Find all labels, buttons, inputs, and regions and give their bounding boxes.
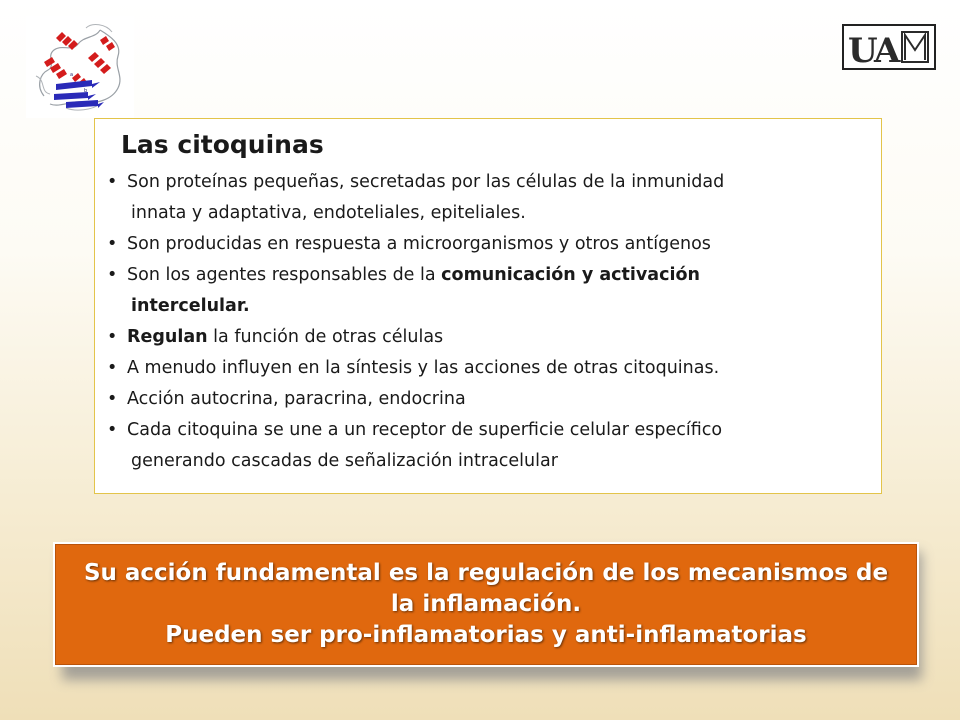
banner-line-2: la inflamación. bbox=[390, 591, 582, 617]
bullet-item bbox=[107, 384, 867, 415]
bullet-text-continuation: innata y adaptativa, endoteliales, epiteliales. bbox=[131, 203, 526, 223]
banner-line-1: Su acción fundamental es la regulación de los mecanismos de bbox=[83, 560, 889, 586]
bullet-text: la función de otras células bbox=[207, 327, 444, 347]
bullet-item bbox=[107, 260, 867, 322]
bullet-text-continuation: generando cascadas de señalización intracelular bbox=[131, 451, 558, 471]
protein-structure-icon bbox=[26, 16, 134, 118]
bullet-item bbox=[107, 229, 867, 260]
bullet-bold-text: comunicación y activación bbox=[441, 265, 700, 285]
bullet-item bbox=[107, 167, 867, 229]
bullet-text: Son producidas en respuesta a microorganismos y otros antígenos bbox=[127, 234, 711, 254]
svg-text:U: U bbox=[848, 31, 878, 68]
bullet-text: Son proteínas pequeñas, secretadas por las células de la inmunidad bbox=[127, 172, 725, 192]
banner-line-3: Pueden ser pro-inflamatorias y anti-inflamatorias bbox=[165, 622, 807, 648]
bullet-bold-continuation: intercelular. bbox=[131, 296, 250, 316]
summary-banner bbox=[53, 542, 919, 667]
bullet-item bbox=[107, 322, 867, 353]
bullet-text: Cada citoquina se une a un receptor de superficie celular específico bbox=[127, 420, 723, 440]
uam-logo bbox=[842, 24, 936, 70]
bullet-text: A menudo influyen en la síntesis y las acciones de otras citoquinas. bbox=[127, 358, 720, 378]
bullet-text: Son los agentes responsables de la bbox=[127, 265, 442, 285]
slide-title: Las citoquinas bbox=[121, 130, 324, 159]
svg-text:a: a bbox=[70, 72, 74, 78]
svg-text:A: A bbox=[874, 31, 901, 68]
bullet-list bbox=[107, 167, 867, 477]
bullet-item bbox=[107, 415, 867, 477]
svg-text:b: b bbox=[84, 88, 88, 94]
bullet-text: Acción autocrina, paracrina, endocrina bbox=[127, 389, 466, 409]
bullet-bold-text: Regulan bbox=[127, 327, 208, 347]
content-box bbox=[94, 118, 882, 494]
bullet-item bbox=[107, 353, 867, 384]
